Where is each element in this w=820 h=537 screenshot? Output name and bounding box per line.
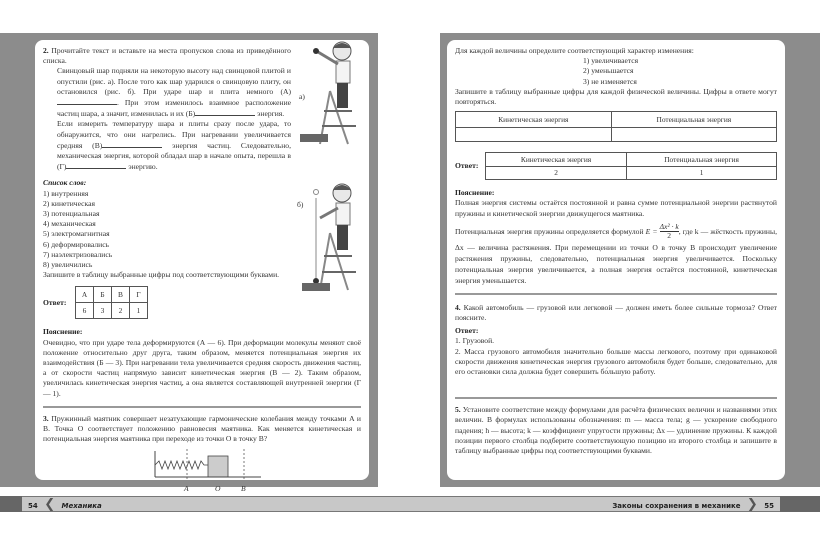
- task2-text-2: Если измерить температуру шара и плиты сразу после удара, то обнаружится, что они нагрелись. При нагревании увеличивается средняя (В) энергия частиц. Следовательно, механическая энергия, которой обладал шар в начале опыта, перешла в (Г) энергию.: [57, 119, 292, 172]
- explanation-text: Очевидно, что при ударе тела деформируются (А — 6). При деформации молекулы меняют своё положение относительно друг друга, таким образом, меняется потенциальная энергия их взаимодействия (Б — 3). При нагревании тела увеличивается средняя скорость движения частиц, а от скорости частиц напрямую зависит кинетическая энергия (В — 2). Таким образом, увеличилась кинетическая энергия частиц, а она является составляющей внутренней энергии (Г — 1).: [43, 337, 361, 398]
- right-footer: [420, 496, 780, 512]
- table-header: Кинетическая энергия: [456, 112, 612, 128]
- list-item: 6) деформировались: [43, 239, 110, 249]
- answer-label: Ответ:: [455, 161, 479, 171]
- point-b-label: B: [241, 483, 246, 493]
- explanation-title: Пояснение:: [455, 188, 495, 198]
- list-item: 4) механическая: [43, 219, 96, 229]
- options-list: [455, 56, 777, 87]
- point-a-label: A: [184, 483, 189, 493]
- table-header: Г: [130, 287, 148, 303]
- table-header: Потенциальная энергия: [611, 112, 776, 128]
- table-header: Кинетическая энергия: [486, 153, 627, 167]
- right-page-content: [447, 40, 785, 480]
- divider: [455, 397, 777, 399]
- table-header: А: [76, 287, 94, 303]
- chevron-right-icon: ❯: [746, 497, 758, 512]
- table-cell: [611, 128, 776, 142]
- answer-label: Ответ:: [43, 297, 67, 307]
- figure-b-label: б): [297, 200, 304, 209]
- divider: [455, 293, 777, 295]
- task2-text: Свинцовый шар подняли на некоторую высоту над свинцовой плитой и опустили (рис. а). После того как шар ударился о свинцовую плиту, он остановился (рис. б). При ударе шар и плита немного (А). При этом изменилось взаимное расположение частиц шара, а значит, изменилась и их (Б) энергия.: [57, 66, 291, 119]
- list-item: 1) внутренняя: [43, 188, 89, 198]
- task2-prompt: 2. Прочитайте текст и вставьте на места пропусков слова из приведённого списка.: [43, 46, 291, 66]
- page-number: 55: [764, 502, 774, 510]
- blank-answer-table: [455, 111, 777, 142]
- boy-on-ladder-illustration-b: [300, 178, 370, 298]
- spring-pendulum-figure: [153, 449, 263, 497]
- task3-prompt: 3. Пружинный маятник совершает незатухающие гармонические колебания между точками A и B. Точка O соответствует положению равновесия маятника. Как меняется кинетическая и потенциальная энергия маятника при переходе из точки O в точку B?: [43, 413, 361, 444]
- explanation-text-1: Полная энергия системы остаётся постоянной и равна сумме потенциальной энергии растянутой пружины и кинетической энергии движущегося маятника.: [455, 198, 777, 218]
- word-list: [43, 189, 291, 271]
- left-footer: [22, 496, 420, 512]
- task4-answer-2: 2. Масса грузового автомобиля значительно больше массы легкового, поэтому при одинаковой скорости движения кинетическая энергия грузового автомобиля будет больше, следовательно, для его остановки сила должна будет совершить бо́льшую работу.: [455, 346, 777, 377]
- table-cell: 1: [627, 167, 777, 180]
- table-cell: 2: [486, 167, 627, 180]
- table-cell: 2: [112, 303, 130, 319]
- table-header: В: [112, 287, 130, 303]
- list-item: 3) потенциальная: [43, 209, 100, 219]
- list-item: 1) увеличивается: [583, 56, 639, 66]
- table-cell: [456, 128, 612, 142]
- divider: [43, 406, 361, 408]
- footer-right-tab: [780, 496, 820, 512]
- boy-on-ladder-illustration-a: [300, 36, 370, 151]
- task2-instruction: Запишите в таблицу выбранные цифры под соответствующими буквами.: [43, 270, 280, 280]
- list-item: 8) увеличились: [43, 260, 93, 270]
- list-item: 2) кинетическая: [43, 198, 95, 208]
- explanation-title: Пояснение:: [43, 327, 83, 337]
- point-o-label: O: [215, 483, 221, 493]
- figure-a-label: а): [299, 92, 305, 101]
- left-page-content: [35, 40, 369, 493]
- table-cell: 3: [94, 303, 112, 319]
- task3-instruction: Запишите в таблицу выбранные цифры для каждой физической величины. Цифры в ответе могут повторяться.: [455, 86, 777, 107]
- spring-pendulum-diagram: [153, 449, 263, 483]
- task5-prompt: 5. Установите соответствие между формулами для расчёта физических величин и названиями этих величин. В формулах использованы обозначения: m — масса тела; g — ускорение свободного падения; h — высота; k — коэффициент упругости пружины; Δx — удлинение пружины. К каждой позиции первого столбца подберите соответствующую позицию из второго столбца и запишите в таблицу выбранные цифры под соответствующими буквами.: [455, 405, 777, 456]
- formula-fraction: $\frac{\text{Δx² · k}}{2}$: [659, 221, 679, 241]
- answer-table: [485, 152, 777, 180]
- page-number: 54: [28, 502, 38, 510]
- answer-label: Ответ:: [455, 326, 479, 336]
- task4-answer-1: 1. Грузовой.: [455, 336, 495, 346]
- table-header: Б: [94, 287, 112, 303]
- list-item: 5) электромагнитная: [43, 229, 110, 239]
- chevron-left-icon: ❮: [44, 497, 56, 512]
- section-title: Механика: [61, 502, 102, 510]
- answer-table: [75, 286, 148, 319]
- footer-left-tab: [0, 496, 22, 512]
- list-item: 2) уменьшается: [583, 66, 634, 76]
- task4-prompt: 4. Какой автомобиль — грузовой или легковой — должен иметь более сильные тормоза? Ответ поясните.: [455, 302, 778, 323]
- list-item: 7) наэлектризовались: [43, 249, 113, 259]
- table-cell: 6: [76, 303, 94, 319]
- table-header: Потенциальная энергия: [627, 153, 777, 167]
- explanation-text-2: Потенциальная энергия пружины определяется формулой E = $\frac{\text{Δx² · k}}{2}$ , где k — жёсткость пружины, Δx — величина растяжения. При перемещении из точки O в точку B происходит увеличение растяжения пружины, следовательно, потенциальная энергия увеличивается. Поскольку потенциальная энергия увеличивается, а полная энергия остаётся постоянной, кинетическая энергия уменьшается.: [455, 221, 777, 285]
- table-cell: 1: [130, 303, 148, 319]
- section-title: Законы сохранения в механике: [612, 502, 741, 510]
- task3-continued-prompt: Для каждой величины определите соответствующий характер изменения:: [455, 46, 694, 55]
- word-list-title: Список слов:: [43, 178, 87, 188]
- list-item: 3) не изменяется: [583, 76, 637, 86]
